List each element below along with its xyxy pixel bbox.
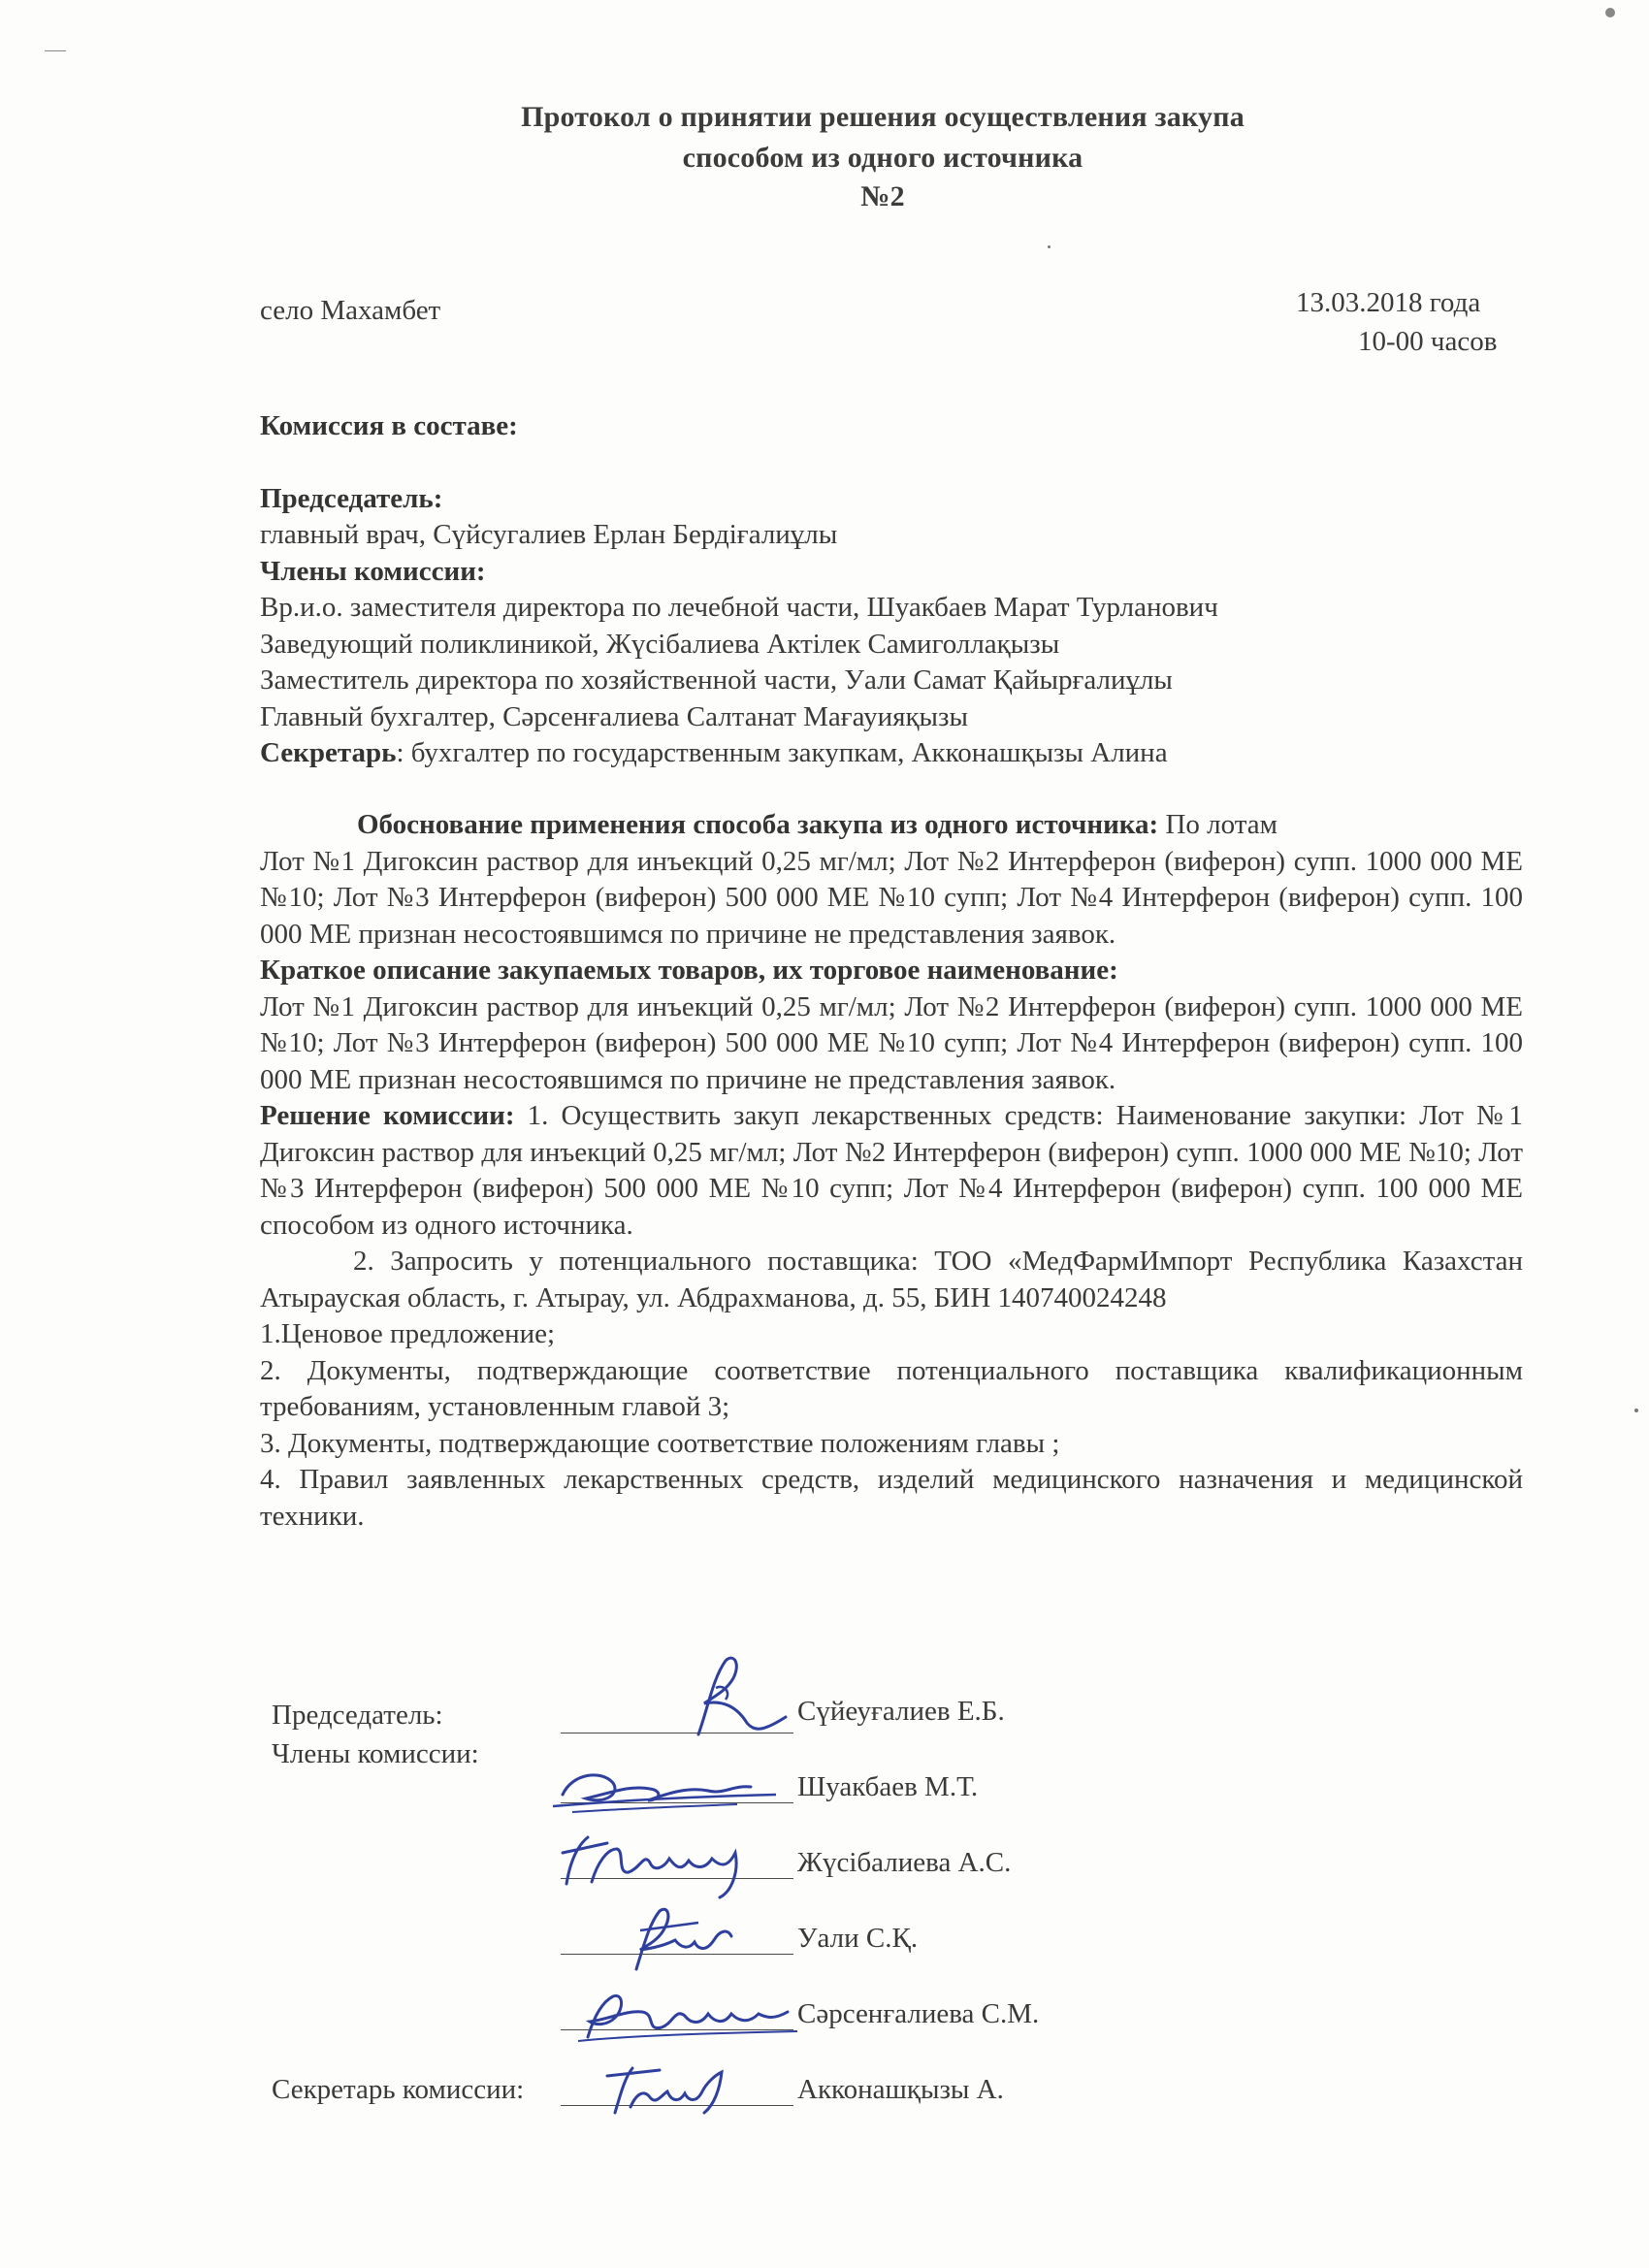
signature-member-1 (543, 1756, 786, 1824)
signature-member-2 (549, 1824, 772, 1901)
scan-speck (1634, 1409, 1638, 1412)
justification-text: Лот №1 Дигоксин раствор для инъекций 0,25 мг/мл; Лот №2 Интерферон (виферон) супп. 1000 000 МЕ №10; Лот №3 Интерферон (виферон) 500 000 МЕ №10 супп; Лот №4 Интерферон (виферон) супп. 100 000 МЕ признан несостоявшимся по причине не представления заявок. (260, 845, 1523, 950)
title-line-1: Протокол о принятии решения осуществления закупа (521, 101, 1245, 133)
sign-secretary-label: Секретарь комиссии: (272, 2074, 525, 2105)
member-2: Заведующий поликлиникой, Жүсібалиева Актілек Самиголлақызы (260, 628, 1060, 660)
justification-lead (260, 807, 1523, 844)
scan-speck (1048, 245, 1051, 248)
member-1: Вр.и.о. заместителя директора по лечебной части, Шуакбаев Марат Турланович (260, 592, 1218, 623)
chair-value: главный врач, Сүйсугалиев Ерлан Бердіғалиұлы (260, 519, 838, 550)
decision-list-1: 1.Ценовое предложение; (260, 1318, 556, 1349)
title-line-2: способом из одного источника (682, 142, 1083, 174)
sign-members-label: Члены комиссии: (272, 1738, 479, 1769)
justification-label: Обоснование применения способа закупа из одного источника: (357, 809, 1159, 840)
sign-name-6: Акконашқызы А. (797, 2074, 1004, 2105)
decision-list-4: 4. Правил заявленных лекарственных средств, изделий медицинского назначения и медицинской техники. (260, 1464, 1523, 1532)
signature-member-4 (568, 1979, 801, 2047)
signature-secretary (592, 2055, 757, 2122)
member-4: Главный бухгалтер, Сәрсенғалиева Салтанат Мағауияқызы (260, 700, 968, 732)
secretary-line (260, 735, 1523, 772)
justification-lead-text: По лотам (1158, 809, 1277, 840)
scan-mark (45, 50, 66, 51)
date: 13.03.2018 года (1296, 287, 1481, 318)
title-line-3: №2 (860, 180, 905, 212)
decision-item-1 (260, 1098, 1523, 1244)
signature-member-3 (611, 1901, 747, 1979)
decision-list-2: 2. Документы, подтверждающие соответствие потенциального поставщика квалификационным требованиям, установленным главой 3; (260, 1354, 1523, 1422)
place: село Махамбет (260, 295, 441, 326)
sign-name-4: Уали С.Қ. (797, 1923, 919, 1954)
description-label: Краткое описание закупаемых товаров, их торговое наименование: (260, 955, 1118, 986)
time: 10-00 часов (1358, 326, 1498, 357)
description-text: Лот №1 Дигоксин раствор для инъекций 0,25 мг/мл; Лот №2 Интерферон (виферон) супп. 1000 000 МЕ №10; Лот №3 Интерферон (виферон) 500 000 МЕ №10 супп; Лот №4 Интерферон (виферон) супп. 100 000 МЕ признан несостоявшимся по причине не представления заявок. (260, 990, 1523, 1095)
secretary-value: : бухгалтер по государственным закупкам, Акконашқызы Алина (396, 737, 1168, 768)
commission-block (260, 408, 1523, 772)
main-text-block (260, 807, 1523, 1535)
member-3: Заместитель директора по хозяйственной части, Уали Самат Қайырғалиұлы (260, 664, 1173, 696)
signature-chair (669, 1649, 805, 1746)
decision-item-1-text: 1. Осуществить закуп лекарственных средств: Наименование закупки: Лот №1 Дигоксин раствор для инъекций 0,25 мг/мл; Лот №2 Интерферон (виферон) супп. 1000 000 МЕ №10; Лот №3 Интерферон (виферон) 500 000 МЕ №10 супп; Лот №4 Интерферон (виферон) супп. 100 000 МЕ способом из одного источника. (260, 1100, 1523, 1241)
sign-name-1: Сүйеуғалиев Е.Б. (797, 1696, 1005, 1727)
decision-list-3: 3. Документы, подтверждающие соответствие положениям главы ; (260, 1427, 1060, 1459)
commission-heading: Комиссия в составе: (260, 410, 518, 441)
sign-name-2: Шуакбаев М.Т. (797, 1771, 979, 1802)
sign-chair-label: Председатель: (272, 1700, 443, 1731)
members-label: Члены комиссии: (260, 555, 486, 587)
sign-name-3: Жүсібалиева А.С. (797, 1847, 1012, 1878)
secretary-label: Секретарь (260, 737, 397, 768)
decision-label: Решение комиссии: (260, 1100, 515, 1131)
sign-name-5: Сәрсенғалиева С.М. (797, 1998, 1040, 2029)
decision-item-2: 2. Запросить у потенциального поставщика: ТОО «МедФармИмпорт Республика Казахстан Атырауская область, г. Атырау, ул. Абдрахманова, д. 55, БИН 140740024248 (260, 1246, 1523, 1313)
chair-label: Председатель: (260, 482, 443, 514)
scan-speck (1605, 8, 1615, 17)
